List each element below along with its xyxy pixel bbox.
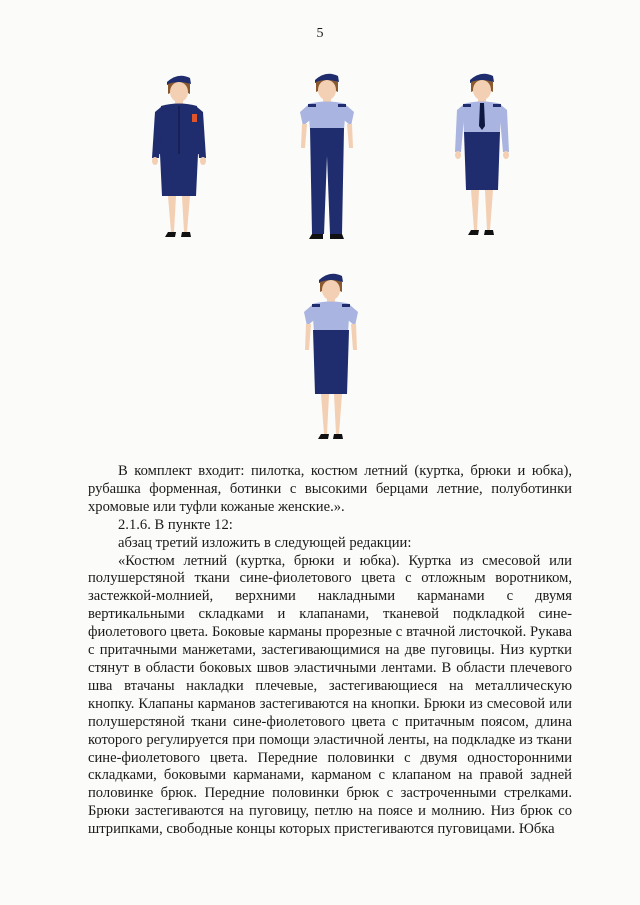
skirt-icon bbox=[313, 330, 349, 394]
emblem-icon bbox=[192, 114, 197, 122]
shoes-icon bbox=[318, 434, 343, 439]
figure-shirt-skirt bbox=[296, 268, 368, 446]
tie-icon bbox=[479, 103, 485, 130]
right-hand-icon bbox=[503, 151, 509, 159]
epaulette-icon bbox=[312, 304, 320, 307]
paragraph-kit-contents: В комплект входит: пилотка, костюм летний (куртка, брюки и юбка), рубашка форменная, ботинки с высокими берцами летние, полуботинки хромовые или туфли кожаные женские.». bbox=[88, 463, 572, 515]
left-arm-icon bbox=[301, 124, 307, 148]
body-text bbox=[88, 463, 572, 839]
left-hand-icon bbox=[455, 151, 461, 159]
skirt-icon bbox=[464, 132, 500, 190]
right-sleeve-icon bbox=[500, 105, 509, 152]
shoes-icon bbox=[309, 234, 344, 239]
shoes-icon bbox=[468, 230, 494, 235]
legs-icon bbox=[168, 196, 190, 232]
skirt-icon bbox=[160, 154, 198, 196]
right-arm-icon bbox=[347, 124, 353, 148]
right-hand-icon bbox=[200, 157, 206, 165]
epaulette-icon bbox=[308, 104, 316, 107]
trousers-icon bbox=[310, 128, 344, 234]
figure-shirt-trousers bbox=[292, 68, 364, 242]
face-icon bbox=[318, 80, 336, 100]
left-arm-icon bbox=[305, 324, 311, 350]
face-icon bbox=[473, 80, 491, 100]
page-number: 5 bbox=[316, 26, 324, 41]
legs-icon bbox=[471, 190, 493, 230]
left-hand-icon bbox=[152, 157, 158, 165]
left-sleeve-icon bbox=[455, 105, 464, 152]
legs-icon bbox=[321, 394, 342, 434]
paragraph-instruction: абзац третий изложить в следующей редакции: bbox=[118, 534, 412, 551]
right-arm-icon bbox=[351, 324, 357, 350]
figure-jacket-skirt bbox=[146, 70, 216, 242]
shoes-icon bbox=[165, 232, 191, 237]
face-icon bbox=[322, 280, 340, 300]
epaulette-icon bbox=[342, 304, 350, 307]
paragraph-summer-suit: «Костюм летний (куртка, брюки и юбка). Куртка из смесовой или полушерстяной ткани сине-фиолетового цвета с отложным воротником, застежкой-молнией, верхними накладными карманами с двумя вертикальными складками и клапанами, тканевой подкладкой сине-фиолетового цвета. Боковые карманы прорезные с втачной листочкой. Рукава с притачными манжетами, застегивающимися на две пуговицы. Низ куртки стянут в области боковых швов эластичными лентами. В области плечевого шва втачаны накладки плечевые, застегивающиеся на металлическую кнопку. Клапаны карманов застегиваются на кнопки. Брюки из смесовой или полушерстяной ткани сине-фиолетового цвета с притачным поясом, длина которого регулируется при помощи эластичной ленты, на подкладке из ткани сине-фиолетового цвета. Передние половинки с двумя односторонними складками, боковыми карманами, карманом с клапаном на правой задней половинке брюк. Передние половинки брюк с застроченными стрелками. Брюки застегиваются на пуговицу, петлю на поясе и молнию. Низ брюк со штрипками, свободные концы которых пристегиваются пуговицами. Юбка bbox=[88, 552, 572, 838]
epaulette-icon bbox=[493, 104, 501, 107]
epaulette-icon bbox=[338, 104, 346, 107]
paragraph-clause-ref: 2.1.6. В пункте 12: bbox=[118, 516, 233, 533]
face-icon bbox=[170, 82, 188, 102]
figure-longsleeve-skirt bbox=[448, 68, 518, 242]
epaulette-icon bbox=[463, 104, 471, 107]
